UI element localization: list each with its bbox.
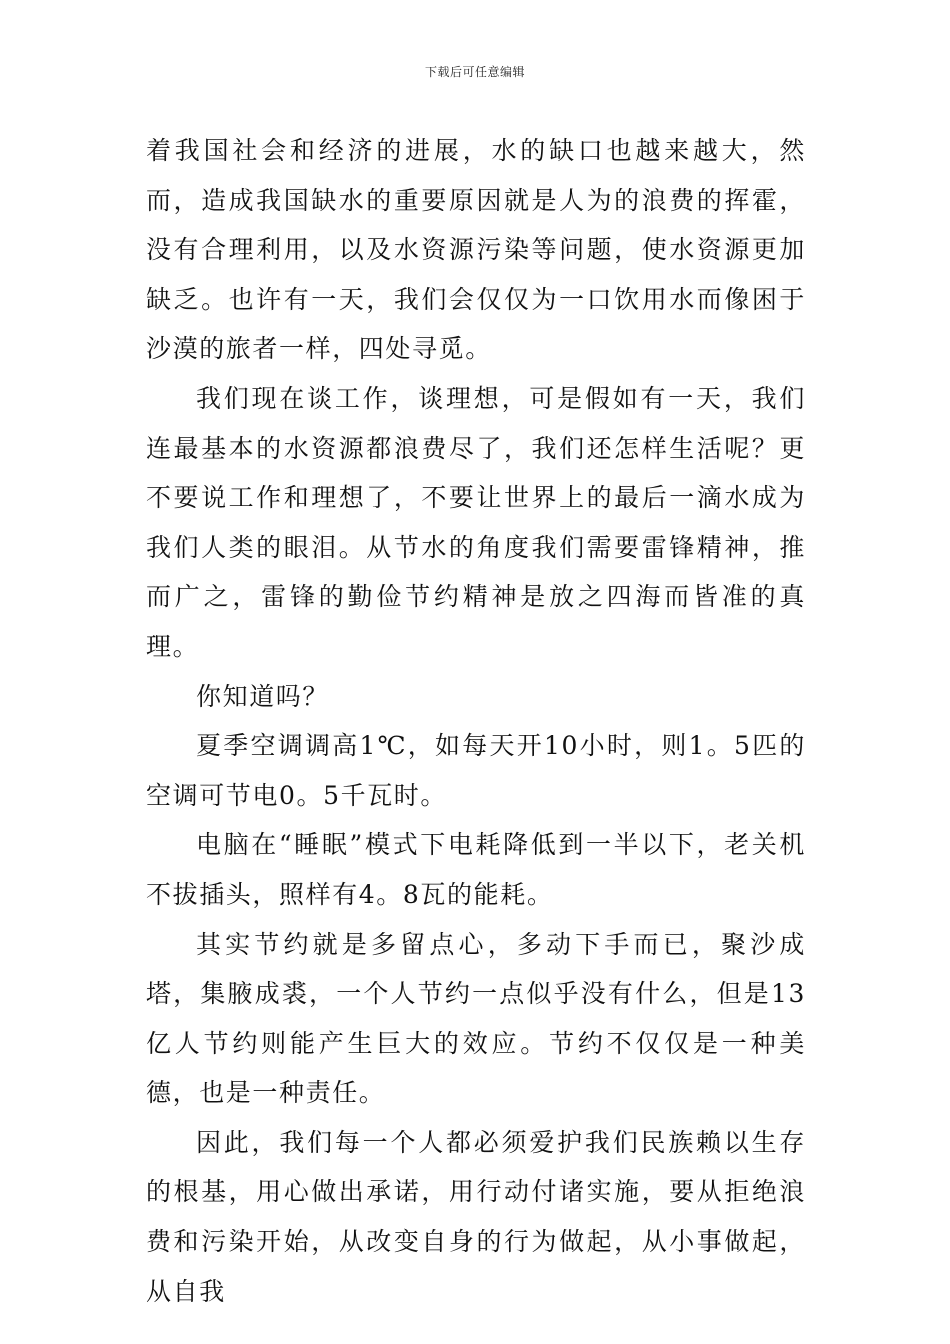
paragraph-3: 你知道吗？ <box>196 681 330 711</box>
page-header-note: 下载后可任意编辑 <box>424 65 525 79</box>
paragraph-7: 因此，我们每一个人都必须爱护我们民族赖以生存的根基，用心做出承诺，用行动付诸实施，要从拒绝浪费和污染开始，从改变自身的行为做起，从小事做起，从自我 <box>146 1127 806 1306</box>
paragraph-4: 夏季空调调高1℃，如每天开10小时，则1。5匹的空调可节电0。5千瓦时。 <box>146 731 806 810</box>
paragraph-5: 电脑在“睡眠”模式下电耗降低到一半以下，老关机不拔插头，照样有4。8瓦的能耗。 <box>146 830 806 909</box>
document-body <box>146 126 806 1316</box>
paragraph-1: 着我国社会和经济的进展，水的缺口也越来越大，然而，造成我国缺水的重要原因就是人为的浪费的挥霍，没有合理利用，以及水资源污染等问题，使水资源更加缺乏。也许有一天，我们会仅仅为一口饮用水而像困于沙漠的旅者一样，四处寻觅。 <box>146 136 806 364</box>
paragraph-6: 其实节约就是多留点心，多动下手而已，聚沙成塔，集腋成裘，一个人节约一点似乎没有什么，但是13亿人节约则能产生巨大的效应。节约不仅仅是一种美德，也是一种责任。 <box>146 929 806 1108</box>
paragraph-2: 我们现在谈工作，谈理想，可是假如有一天，我们连最基本的水资源都浪费尽了，我们还怎样生活呢？更不要说工作和理想了，不要让世界上的最后一滴水成为我们人类的眼泪。从节水的角度我们需要雷锋精神，推而广之，雷锋的勤俭节约精神是放之四海而皆准的真理。 <box>146 383 806 661</box>
